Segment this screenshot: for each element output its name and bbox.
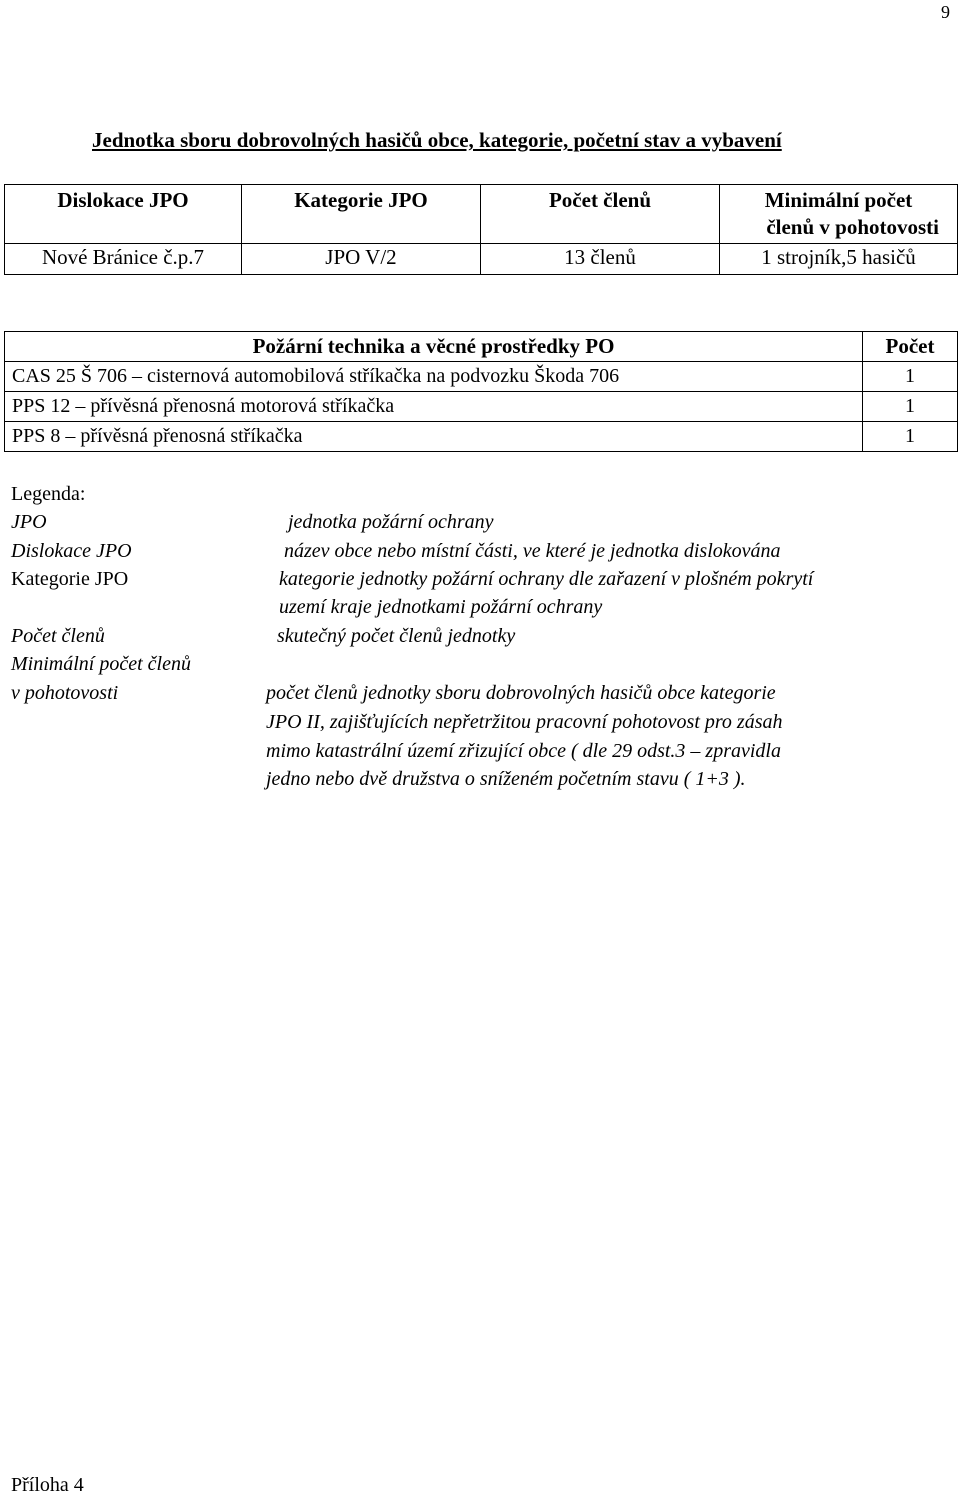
equipment-item: CAS 25 Š 706 – cisternová automobilová stříkačka na podvozku Škoda 706 <box>5 362 863 392</box>
legend-def-dislokace: název obce nebo místní části, ve které je jednotka dislokována <box>284 540 781 562</box>
section-heading: Jednotka sboru dobrovolných hasičů obce, kategorie, početní stav a vybavení <box>92 128 782 152</box>
cell-category: JPO V/2 <box>242 244 481 275</box>
legend-term-dislokace: Dislokace JPO <box>11 540 132 562</box>
legend-def-kategorie-2: uzemí kraje jednotkami požární ochrany <box>279 596 603 618</box>
cell-dislocation: Nové Bránice č.p.7 <box>5 244 242 275</box>
legend-def-minimalni-4: jedno nebo dvě družstva o sníženém početním stavu ( 1+3 ). <box>266 768 746 790</box>
unit-table-row <box>5 244 958 275</box>
legend-term-jpo: JPO <box>11 511 47 533</box>
legend-term-minimalni: Minimální počet členů <box>11 653 191 675</box>
legend-def-minimalni-2: JPO II, zajišťujících nepřetržitou pracovní pohotovost pro zásah <box>266 711 783 733</box>
header-dislocation: Dislokace JPO <box>5 185 242 244</box>
equipment-item: PPS 8 – přívěsná přenosná stříkačka <box>5 422 863 452</box>
header-equipment: Požární technika a věcné prostředky PO <box>5 332 863 362</box>
cell-min-members: 1 strojník,5 hasičů <box>720 244 958 275</box>
equipment-count: 1 <box>863 422 958 452</box>
equipment-table-header <box>5 332 958 362</box>
legend-def-kategorie: kategorie jednotky požární ochrany dle zařazení v plošném pokrytí <box>279 568 814 590</box>
header-category: Kategorie JPO <box>242 185 481 244</box>
appendix-label: Příloha 4 <box>11 1474 84 1496</box>
header-members: Počet členů <box>481 185 720 244</box>
legend-term-kategorie: Kategorie JPO <box>11 568 129 590</box>
equipment-row <box>5 422 958 452</box>
legend-def-minimalni: počet členů jednotky sboru dobrovolných hasičů obce kategorie <box>266 682 776 704</box>
equipment-row <box>5 392 958 422</box>
equipment-table <box>4 331 958 452</box>
cell-members: 13 členů <box>481 244 720 275</box>
page-number: 9 <box>941 2 950 22</box>
header-min-line1: Minimální počet <box>764 188 913 212</box>
legend-title: Legenda: <box>11 483 86 505</box>
unit-table-header <box>5 185 958 244</box>
legend-term-minimalni-2: v pohotovosti <box>11 682 119 704</box>
equipment-item: PPS 12 – přívěsná přenosná motorová stříkačka <box>5 392 863 422</box>
legend-term-pocet: Počet členů <box>11 625 105 647</box>
unit-table <box>4 184 958 275</box>
header-count: Počet <box>863 332 958 362</box>
header-min-line2: členů v pohotovosti <box>766 215 939 239</box>
legend-def-pocet: skutečný počet členů jednotky <box>277 625 516 647</box>
equipment-count: 1 <box>863 362 958 392</box>
equipment-row <box>5 362 958 392</box>
legend-def-minimalni-3: mimo katastrální území zřizující obce ( dle 29 odst.3 – zpravidla <box>266 740 781 762</box>
legend-def-jpo: jednotka požární ochrany <box>288 511 494 533</box>
equipment-count: 1 <box>863 392 958 422</box>
header-min-members <box>720 185 958 244</box>
